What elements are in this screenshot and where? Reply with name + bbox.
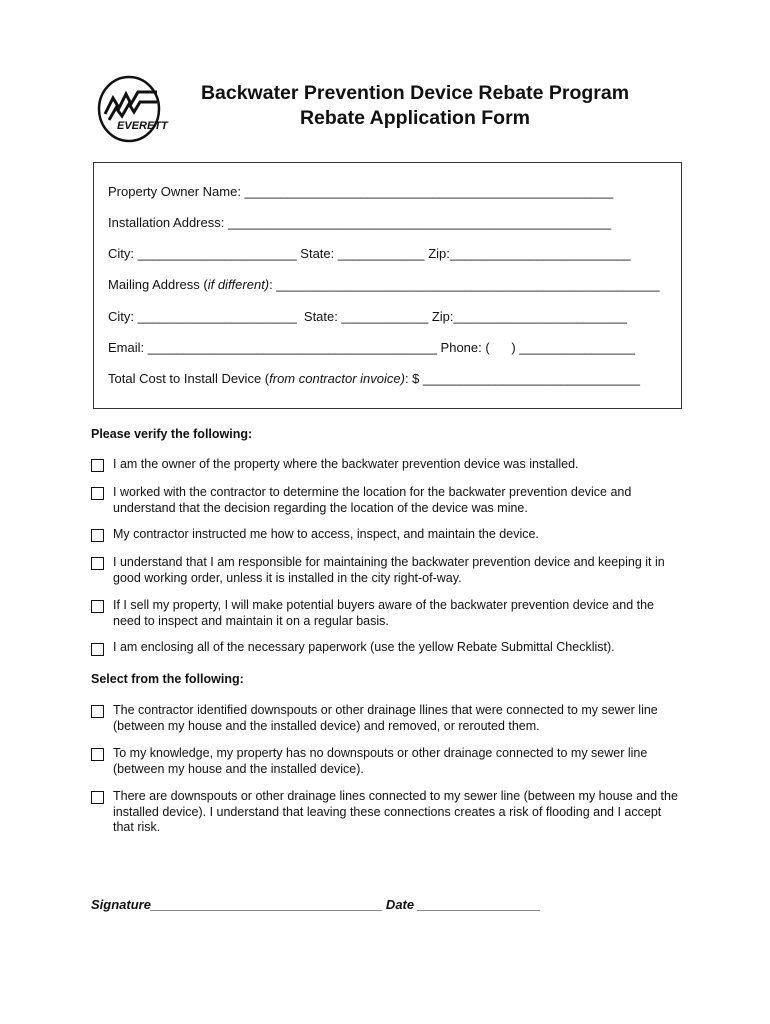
mailing-address-note: if different) [207, 277, 270, 292]
total-cost-note: from contractor invoice) [269, 371, 405, 386]
select-checkbox[interactable] [91, 705, 104, 718]
mailing-city-state-zip-field[interactable]: City: ______________________ State: ____________ Zip:________________________ [108, 309, 628, 324]
verify-checkbox[interactable] [91, 487, 104, 500]
select-checkbox[interactable] [91, 748, 104, 761]
signature-date-line[interactable]: Signature________________________________ Date _________________ [91, 897, 541, 912]
mailing-address-field[interactable] [108, 277, 660, 292]
city-state-zip-field[interactable]: City: ______________________ State: ____________ Zip:_________________________ [108, 246, 631, 261]
verify-checkbox[interactable] [91, 643, 104, 656]
total-cost-field[interactable] [108, 371, 640, 386]
mailing-address-label: Mailing Address ( [108, 277, 208, 292]
verify-checkbox[interactable] [91, 529, 104, 542]
verify-item-text: I am the owner of the property where the backwater prevention device was installed. [113, 457, 579, 471]
form-subtitle: Rebate Application Form [299, 107, 531, 129]
verify-item-text: I worked with the contractor to determine the location for the backwater prevention device and understand that the decision regarding the location of the device was mine. [113, 485, 632, 515]
select-item-text: There are downspouts or other drainage lines connected to my sewer line (between my house and the installed device). I understand that leaving these connections creates a risk of flooding and I accept that risk. [113, 789, 678, 834]
verify-item-text: My contractor instructed me how to access, inspect, and maintain the device. [113, 527, 539, 541]
select-heading: Select from the following: [91, 672, 244, 686]
email-phone-field[interactable]: Email: ________________________________________ Phone: ( ) ________________ [108, 340, 635, 355]
mailing-address-blank: : _____________________________________________________ [269, 277, 660, 292]
verify-checkbox[interactable] [91, 459, 104, 472]
verify-item-text: If I sell my property, I will make potential buyers aware of the backwater prevention device and the need to inspect and maintain it on a regular basis. [113, 598, 655, 628]
verify-heading: Please verify the following: [91, 427, 253, 441]
logo-text: EVERETT [117, 120, 168, 132]
total-cost-blank: : $ ______________________________ [404, 371, 640, 386]
select-checkbox[interactable] [91, 791, 104, 804]
installation-address-field[interactable]: Installation Address: _____________________________________________________ [108, 215, 612, 230]
select-item-text: To my knowledge, my property has no downspouts or other drainage connected to my sewer line (between my house and the installed device). [113, 746, 648, 776]
total-cost-label: Total Cost to Install Device ( [108, 371, 270, 386]
select-item-text: The contractor identified downspouts or other drainage llines that were connected to my sewer line (between my house and the installed device) and removed, or rerouted them. [113, 703, 658, 733]
owner-name-field[interactable]: Property Owner Name: ___________________________________________________ [108, 184, 614, 199]
verify-item-text: I understand that I am responsible for maintaining the backwater prevention device and keeping it in good working order, unless it is installed in the city right-of-way. [113, 555, 665, 585]
form-title: Backwater Prevention Device Rebate Program [200, 82, 630, 104]
verify-checkbox[interactable] [91, 600, 104, 613]
verify-checkbox[interactable] [91, 557, 104, 570]
verify-item-text: I am enclosing all of the necessary paperwork (use the yellow Rebate Submittal Checklist). [113, 640, 615, 654]
